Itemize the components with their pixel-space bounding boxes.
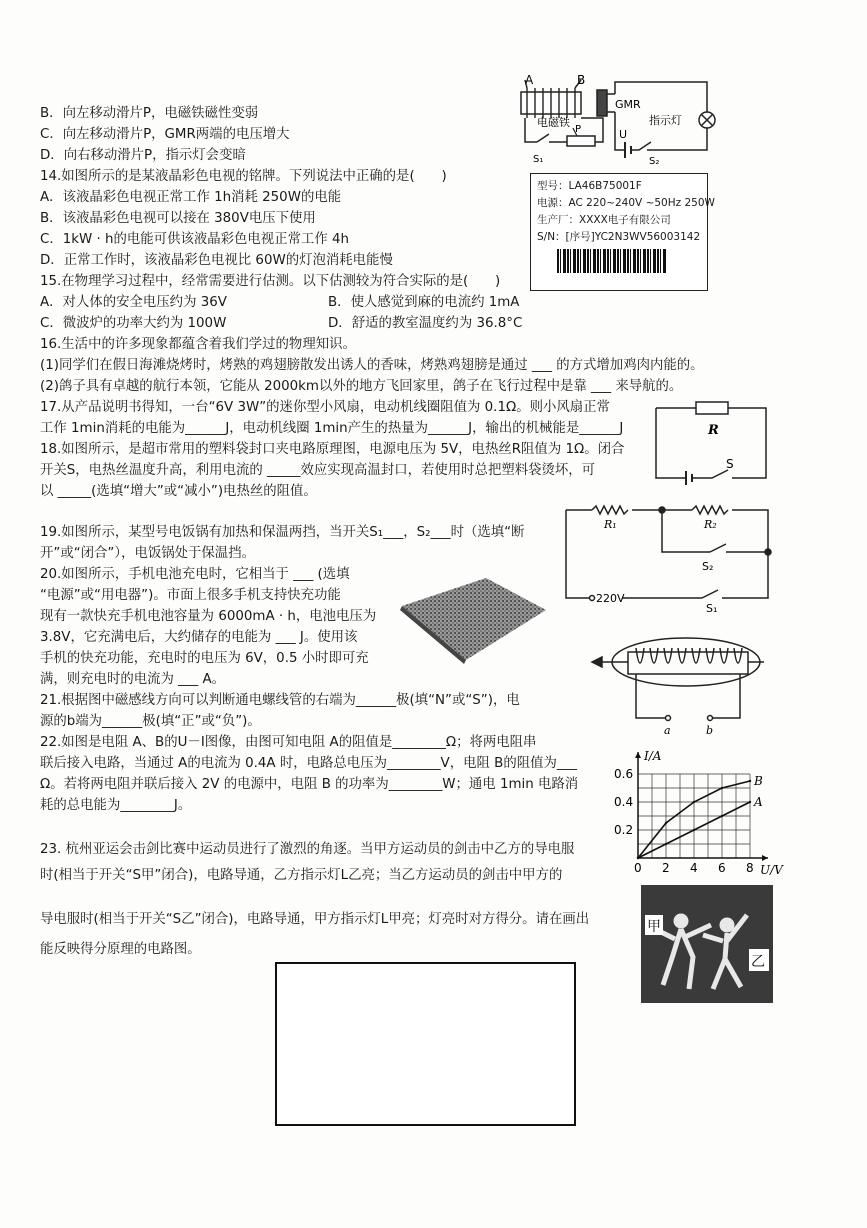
gmr-circuit-figure — [497, 72, 722, 172]
rice-cooker-circuit-figure — [562, 500, 774, 615]
nameplate-model: 型号：LA46B75001F — [537, 180, 642, 192]
series-point-A — [721, 815, 723, 817]
fig19-r1-label: R₁ — [604, 518, 617, 531]
x-axis-arrow-icon — [762, 855, 768, 861]
nameplate-sn: S/N：[序号]YC2N3WV56003142 — [537, 231, 701, 243]
q21-line2: 源的b端为______极(填“正”或“负”)。 — [40, 714, 261, 729]
q15-option-b: B．使人感觉到麻的电流约 1mA — [328, 295, 520, 310]
q23-line1: 23. 杭州亚运会击剑比赛中运动员进行了激烈的角逐。当甲方运动员的剑击中乙方的导电服 — [40, 842, 575, 857]
series-point-B — [665, 822, 667, 824]
series-point-A — [693, 829, 695, 831]
q14-option-d: D．正常工作时，该液晶彩色电视比 60W的灯泡消耗电能慢 — [40, 253, 393, 268]
phone-charging-photo — [398, 572, 548, 664]
fig13-label-a: A — [525, 73, 534, 87]
fig18-s-label: S — [726, 457, 734, 471]
fig21-b-label: b — [706, 724, 714, 737]
fig21-a-label: a — [664, 724, 671, 737]
q14-option-a: A．该液晶彩色电视正常工作 1h消耗 250W的电能 — [40, 190, 342, 205]
q16-part1: (1)同学们在假日海滩烧烤时，烤熟的鸡翅膀散发出诱人的香味，烤熟鸡翅膀是通过 ___ 的方式增加鸡肉内能的。 — [40, 358, 704, 373]
x-tick-label: 0 — [634, 861, 642, 875]
q21-line1: 21.根据图中磁感线方向可以判断通电螺线管的右端为______极(填“N”或“S”)，电 — [40, 693, 520, 708]
series-label-B: B — [754, 774, 763, 788]
fig13-s2-label: S₂ — [649, 156, 660, 167]
q18-line2: 开关S，电热丝温度升高，利用电流的 _____效应实现高温封口，若使用时总把塑料袋烫坏，可 — [40, 463, 596, 478]
q18-line3: 以 _____(选填“增大”或“减小”)电热丝的阻值。 — [40, 484, 317, 499]
chart-grid — [638, 774, 750, 858]
solenoid-figure — [588, 626, 768, 738]
fig13-u-label: U — [619, 128, 628, 141]
q20-line3: 现有一款快充手机电池容量为 6000mA · h，电池电压为 — [40, 609, 377, 624]
q20-line2: “电源”或“用电器”)。市面上很多手机支持快充功能 — [40, 588, 341, 603]
series-point-B — [749, 780, 751, 782]
sealer-circuit-figure — [652, 398, 770, 490]
q13-option-d: D．向右移动滑片P，指示灯会变暗 — [40, 148, 246, 163]
q15-option-a: A．对人体的安全电压约为 36V — [40, 295, 227, 310]
fencer-right-label: 乙 — [751, 954, 765, 970]
answer-drawing-box[interactable] — [275, 962, 576, 1126]
barcode-icon — [557, 249, 667, 273]
x-axis-label: U/V — [760, 863, 783, 877]
q15-stem: 15.在物理学习过程中，经常需要进行估测。以下估测较为符合实际的是( ) — [40, 274, 501, 289]
fencing-photo — [641, 885, 773, 1003]
fencer-left-label: 甲 — [647, 919, 661, 935]
fig13-lamp-label: 指示灯 — [649, 114, 682, 127]
fig13-s1-label: S₁ — [533, 154, 544, 165]
nameplate-power: 电源：AC 220~240V ~50Hz 250W — [537, 197, 715, 209]
fig13-p-label: P — [575, 124, 582, 135]
fig19-voltage-label: 220V — [596, 592, 625, 605]
x-tick-label: 6 — [718, 861, 726, 875]
series-point-B — [693, 801, 695, 803]
q14-option-c: C．1kW · h的电能可供该液晶彩色电视正常工作 4h — [40, 232, 350, 247]
q14-option-b: B．该液晶彩色电视可以接在 380V电压下使用 — [40, 211, 316, 226]
q16-stem: 16.生活中的许多现象都蕴含着我们学过的物理知识。 — [40, 337, 356, 352]
fig19-r2-label: R₂ — [704, 518, 717, 531]
x-tick-label: 4 — [690, 861, 698, 875]
y-axis-label: I/A — [644, 749, 662, 763]
nameplate-maker: 生产厂：XXXX电子有限公司 — [537, 214, 671, 226]
q18-line1: 18.如图所示，是超市常用的塑料袋封口夹电路原理图，电源电压为 5V，电热丝R阻值为 1Ω。闭合 — [40, 442, 625, 457]
fig18-r-label: R — [708, 423, 719, 438]
q20-line5: 手机的快充功能，充电时的电压为 6V，0.5 小时即可充 — [40, 651, 369, 666]
tv-nameplate — [530, 173, 715, 291]
q20-line1: 20.如图所示，手机电池充电时，它相当于 ___ (选填 — [40, 567, 350, 582]
x-tick-label: 2 — [662, 861, 670, 875]
q22-line3: Ω。若将两电阻并联后接入 2V 的电源中，电阻 B 的功率为________W；通电 1min 电路消 — [40, 777, 579, 792]
series-label-A: A — [754, 795, 763, 809]
series-point-B — [721, 787, 723, 789]
fig13-label-b: B — [577, 73, 586, 87]
q14-stem: 14.如图所示的是某液晶彩色电视的铭牌。下列说法中正确的是( ) — [40, 169, 447, 184]
q15-option-d: D．舒适的教室温度约为 36.8°C — [328, 316, 523, 331]
fig13-gmr-label: GMR — [615, 98, 641, 111]
q15-option-c: C．微波炉的功率大约为 100W — [40, 316, 227, 331]
series-point-B — [637, 857, 639, 859]
chart-axes — [635, 752, 768, 861]
y-tick-label: 0.6 — [614, 767, 634, 781]
q23-line4: 能反映得分原理的电路图。 — [40, 942, 201, 957]
q22-line2: 联后接入电路，当通过 A的电流为 0.4A 时，电路总电压为________V，电阻 B的阻值为___ — [40, 756, 577, 771]
q19-line1: 19.如图所示，某型号电饭锅有加热和保温两挡，当开关S₁___，S₂___时（选填“断 — [40, 525, 525, 540]
q20-line6: 满，则充电时的电流为 ___ A。 — [40, 672, 226, 687]
series-point-A — [665, 843, 667, 845]
q13-option-b: B．向左移动滑片P，电磁铁磁性变弱 — [40, 106, 259, 121]
y-tick-label: 0.4 — [614, 795, 634, 809]
series-point-A — [749, 801, 751, 803]
q20-line4: 3.8V，它充满电后，大约储存的电能为 ___ J。使用该 — [40, 630, 358, 645]
q23-line2: 时(相当于开关“S甲”闭合)，电路导通，乙方指示灯L乙亮；当乙方运动员的剑击中甲方的 — [40, 868, 563, 883]
y-axis-arrow-icon — [635, 752, 641, 758]
q19-line2: 开”或“闭合”），电饭锅处于保温挡。 — [40, 546, 255, 561]
ui-graph-chart — [612, 748, 784, 878]
q17-line1: 17.从产品说明书得知，一台“6V 3W”的迷你型小风扇，电动机线圈阻值为 0.1Ω。则小风扇正常 — [40, 400, 610, 415]
fig19-s2-label: S₂ — [702, 560, 714, 573]
x-tick-label: 8 — [746, 861, 754, 875]
q16-part2: (2)鸽子具有卓越的航行本领，它能从 2000km以外的地方飞回家里，鸽子在飞行过程中是靠 ___ 来导航的。 — [40, 379, 683, 394]
fig19-s1-label: S₁ — [706, 602, 718, 615]
q23-line3: 导电服时(相当于开关“S乙”闭合)，电路导通，甲方指示灯L甲亮；灯亮时对方得分。请在画出 — [40, 912, 590, 927]
q17-line2: 工作 1min消耗的电能为______J，电动机线圈 1min产生的热量为______J，输出的机械能是______J — [40, 421, 624, 436]
q13-option-c: C．向左移动滑片P，GMR两端的电压增大 — [40, 127, 290, 142]
y-tick-label: 0.2 — [614, 823, 634, 837]
fig13-coil-label: 电磁铁 — [537, 116, 570, 129]
q22-line1: 22.如图是电阻 A、B的U－I图像，由图可知电阻 A的阻值是________Ω；将两电阻串 — [40, 735, 537, 750]
q22-line4: 耗的总电能为________J。 — [40, 798, 192, 813]
